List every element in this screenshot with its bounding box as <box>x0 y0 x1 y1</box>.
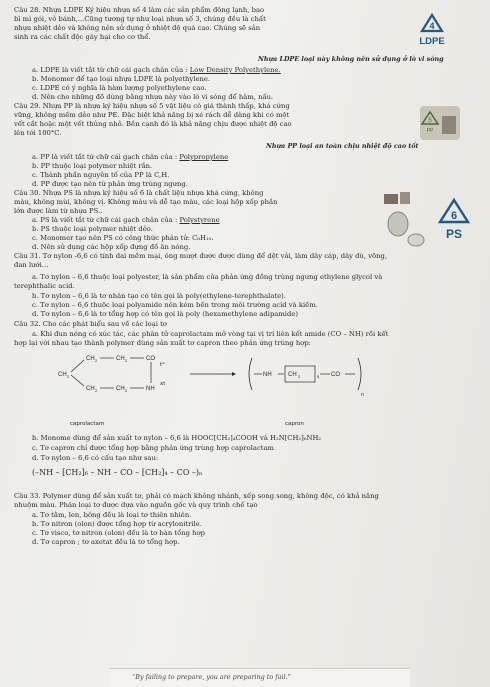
svg-text:CH: CH <box>86 356 95 362</box>
q30-option-b: b. PS thuộc loại polymer nhiệt dẻo. <box>32 225 153 233</box>
q32-option-b: b. Monome dùng để sản xuất tơ nylon – 6,6 là HOOC[CH₂]₄COOH và H₂N[CH₂]₆NH₂ <box>32 434 322 442</box>
svg-text:NH: NH <box>263 372 272 378</box>
q33-option-b: b. Tơ nitron (olon) được tổng hợp từ acrylonitrile. <box>32 520 202 528</box>
q31-line2: đan lưới… <box>14 261 49 269</box>
q32-line1: Câu 32. Cho các phát biểu sau về các loại tơ <box>14 320 167 328</box>
q30-option-c: c. Monomer tạo nên PS có công thức phân tử: C₈H₁₀. <box>32 234 214 242</box>
svg-text:2: 2 <box>95 358 98 363</box>
q31-option-c: c. Tơ nylon – 6,6 thuộc loại polyamide nên kém bền trong môi trường acid và kiềm. <box>32 301 318 309</box>
q30-line1: Câu 30. Nhựa PS là nhựa ký hiệu số 6 là chất liệu nhựa khá cứng, không <box>14 189 264 197</box>
q32-option-c: c. Tơ capron chỉ được tổng hợp bằng phản ứng trùng hợp caprolactam <box>32 444 274 452</box>
svg-text:2: 2 <box>95 388 98 393</box>
q31-option-d: d. Tơ nylon – 6,6 là tơ tổng hợp có tên gọi là poly (hexamethylene adipamide) <box>32 310 299 318</box>
q29-line3: vết cắt hoặc một vết thủng nhỏ. Bền cạnh đó là khả năng chịu được nhiệt độ cao <box>14 120 292 128</box>
svg-text:6: 6 <box>450 210 458 222</box>
svg-text:CH: CH <box>116 386 125 392</box>
svg-text:PP: PP <box>426 128 434 134</box>
q31-option-b: b. Tơ nylon – 6,6 là tơ nhân tạo có tên gọi là poly(ethylene-terephthalate). <box>32 292 286 300</box>
q33-line2: nhuộm màu. Phân loại tơ được dựa vào nguồn gốc và quy trình chế tạo <box>14 501 258 509</box>
q29-note: Nhựa PP loại an toàn chịu nhiệt độ cao tốt <box>266 142 419 150</box>
q30-option-d: d. Nên sử dụng các hộp xốp đựng đồ ăn nóng. <box>32 243 191 251</box>
svg-text:2: 2 <box>125 388 128 393</box>
q30-option-a: a. PS là viết tắt từ chữ cái gạch chân của : Polystyrene <box>32 216 220 224</box>
q29-line1: Câu 29. Nhựa PP là nhựa ký hiệu nhựa số 5 vật liệu có giá thành thấp, khá cứng <box>14 102 290 110</box>
svg-text:4: 4 <box>429 21 435 31</box>
q30-line3: lớn được làm từ nhựa PS.. <box>14 207 103 215</box>
q29-option-d: d. PP được tạo nên từ phản ứng trùng ngưng. <box>32 180 188 188</box>
q32-option-d: d. Tơ nylon – 6,6 có cấu tạo như sau: <box>32 454 159 462</box>
q28-option-a: a. LDPE là viết tắt từ chữ cái gạch chân của : Low Density Polyethylene. <box>32 66 281 74</box>
q29-line4: lên tới 100°C. <box>14 129 62 137</box>
xt-label: xt <box>160 381 166 387</box>
svg-text:CH: CH <box>116 356 125 362</box>
q31-option-a-line1: a. Tơ nylon – 6,6 thuộc loại polyester, là sản phẩm của phản ứng đồng trùng ngưng ethylene glycol và <box>32 273 383 281</box>
q28-note: Nhựa LDPE loại này không nên sử dụng ở lò vi sóng <box>258 55 444 63</box>
caprolactam-reaction-diagram <box>40 348 420 426</box>
q29-line2: vững, không mềm dẻo như PE. Đặc biệt khả năng bị xé rách dễ dàng khi có một <box>14 111 290 119</box>
q28-option-c: c. LDPE có ý nghĩa là hàm lượng polyethylene cao. <box>32 84 207 92</box>
q31-option-a-line2: terephthalic acid. <box>14 282 75 290</box>
svg-text:5: 5 <box>317 374 320 379</box>
caprolactam-label: caprolactam <box>70 421 105 427</box>
t0-label: t° <box>160 362 165 368</box>
q32-option-a-line2: hợp lại với nhau tạo thành polymer dùng sản xuất tơ capron theo phản ứng trùng hợp: <box>14 339 311 347</box>
svg-text:CO: CO <box>331 372 340 378</box>
q28-line3: nhựa nhiệt dẻo và không nên sử dụng ở nhiệt độ quá cao. Chúng sẽ sản <box>14 24 261 32</box>
q28-line1: Câu 28. Nhựa LDPE Ký hiệu nhựa số 4 làm các sản phẩm đông lạnh, bao <box>14 6 265 14</box>
nylon-formula: (–NH – [CH₂]₆ – NH – CO – [CH₂]₄ – CO –)ₙ <box>32 468 203 477</box>
svg-text:CO: CO <box>146 356 155 362</box>
svg-text:n: n <box>361 392 364 398</box>
q29-option-b: b. PP thuộc loại polymer nhiệt rắn. <box>32 162 153 170</box>
svg-text:PS: PS <box>445 227 463 241</box>
q28-line4: sinh ra các chất độc gây hại cho cơ thể. <box>14 33 151 41</box>
q33-line1: Câu 33. Polymer dùng để sản xuất tơ, phải có mạch không nhánh, xếp song song, không độc, có khả năng <box>14 492 379 500</box>
svg-text:2: 2 <box>298 374 301 379</box>
q29-option-c: c. Thành phần nguyên tố của PP là C,H. <box>32 171 170 179</box>
svg-text:2: 2 <box>67 374 70 379</box>
q31-line1: Câu 31. Tơ nylon -6,6 có tính dai mềm mại, óng mượt được được dùng để dệt vải, làm dây cáp, dây dù, võng, <box>14 252 388 260</box>
capron-label: capron <box>285 421 304 427</box>
q33-option-a: a. Tơ tằm, len, bông đều là loại tơ thiên nhiên. <box>32 511 192 519</box>
ps-recycle-icon <box>382 188 478 252</box>
q33-option-d: d. Tơ capron ; tơ axetat đều là tơ tổng hợp. <box>32 538 180 546</box>
q28-option-b: b. Monomer để tạo loại nhựa LDPE là polyethylene. <box>32 75 211 83</box>
footer-quote: “By failing to prepare, you are preparing to fail.” <box>132 673 291 681</box>
ldpe-recycle-icon <box>408 12 456 48</box>
svg-text:CH: CH <box>86 386 95 392</box>
q30-line2: màu, không mùi, không vị. Không màu và dễ tạo màu, các loại hộp xốp phần <box>14 198 278 206</box>
svg-text:NH: NH <box>146 386 155 392</box>
pp-recycle-icon <box>418 104 462 142</box>
q33-option-c: c. Tơ visco, tơ nitron (olon) đều là tơ bán tổng hợp <box>32 529 205 537</box>
q28-line2: bì mì gói, vỏ bánh,...Cũng tương tự như loại nhựa số 3, chúng đều là chất <box>14 15 266 23</box>
q29-option-a: a. PP là viết tắt từ chữ cái gạch chân của : Polypropylene <box>32 153 229 161</box>
q28-option-d: d. Nên cho những đồ dùng bằng nhựa này vào lò vi sóng để hâm, nấu. <box>32 93 274 101</box>
svg-text:5: 5 <box>428 118 432 124</box>
q32-option-a-line1: a. Khi đun nóng có xúc tác, các phân tử caprolactam mở vòng tại vị trí liên kết amide (CO – NH) rồi kết <box>32 330 389 338</box>
svg-text:LDPE: LDPE <box>419 36 445 47</box>
svg-text:CH: CH <box>58 372 67 378</box>
svg-text:CH: CH <box>288 372 297 378</box>
svg-text:2: 2 <box>125 358 128 363</box>
